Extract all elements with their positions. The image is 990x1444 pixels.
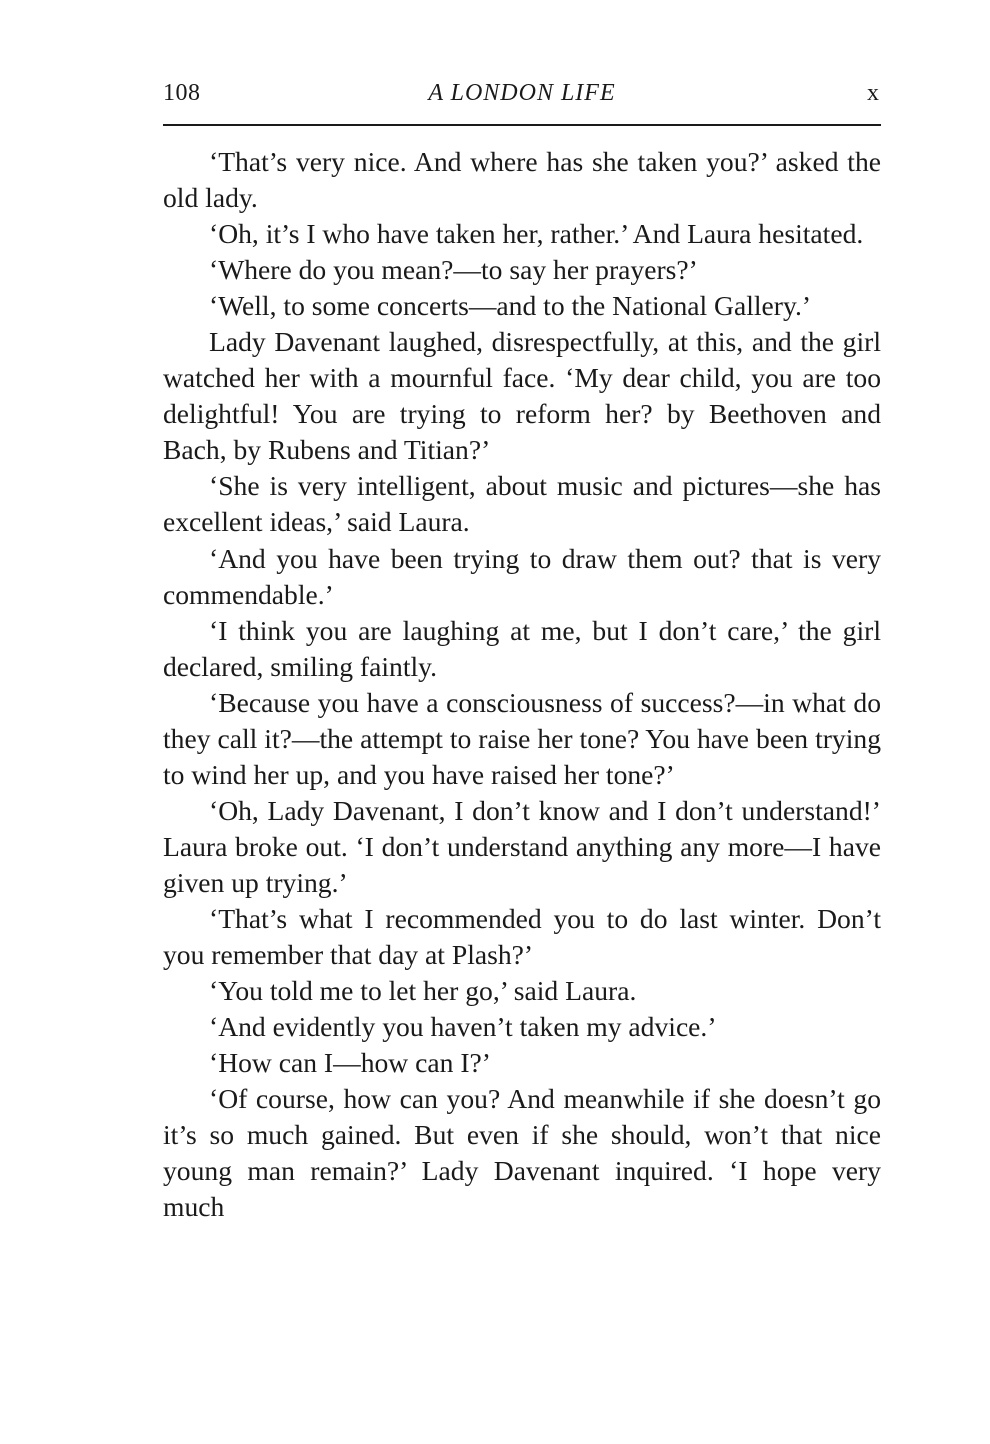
paragraph: ‘That’s very nice. And where has she taken you?’ asked the old lady. [163,146,881,214]
paragraph: ‘And you have been trying to draw them out? that is very commendable.’ [163,542,881,610]
paragraph: ‘How can I—how can I?’ [209,1047,491,1079]
chapter-number: x [867,80,879,106]
paragraph: ‘Oh, Lady Davenant, I don’t know and I don’t understand!’ Laura broke out. ‘I don’t understand anything any more—I have given up trying.’ [163,794,881,898]
paragraph: ‘She is very intelligent, about music and pictures—she has excellent ideas,’ said Laura. [163,470,881,538]
paragraph: ‘Of course, how can you? And meanwhile if she doesn’t go it’s so much gained. But even if she should, won’t that nice young man remain?’ Lady Davenant inquired. ‘I hope very much [163,1083,881,1223]
paragraph: ‘Where do you mean?—to say her prayers?’ [209,254,698,286]
paragraph: ‘That’s what I recommended you to do last winter. Don’t you remember that day at Plash?’ [163,902,881,971]
paragraph: ‘Well, to some concerts—and to the National Gallery.’ [209,290,812,322]
running-head [163,80,881,114]
paragraph: ‘Oh, it’s I who have taken her, rather.’ And Laura hesitated. [209,218,864,250]
paragraph: ‘And evidently you haven’t taken my advice.’ [209,1011,717,1043]
header-rule [163,124,881,126]
body-text [163,144,881,1225]
paragraph: ‘You told me to let her go,’ said Laura. [209,975,637,1007]
running-title: A LONDON LIFE [428,80,616,106]
paragraph: ‘I think you are laughing at me, but I don’t care,’ the girl declared, smiling faintly. [163,614,881,682]
paragraph: ‘Because you have a consciousness of success?—in what do they call it?—the attempt to raise her tone? You have been trying to wind her up, and you have raised her tone?’ [163,686,881,790]
page-number: 108 [163,80,201,106]
paragraph: Lady Davenant laughed, disrespectfully, at this, and the girl watched her with a mournful face. ‘My dear child, you are too delightful! You are trying to reform her? by Beethoven and Bach, by Rubens and Titian?’ [163,326,881,466]
